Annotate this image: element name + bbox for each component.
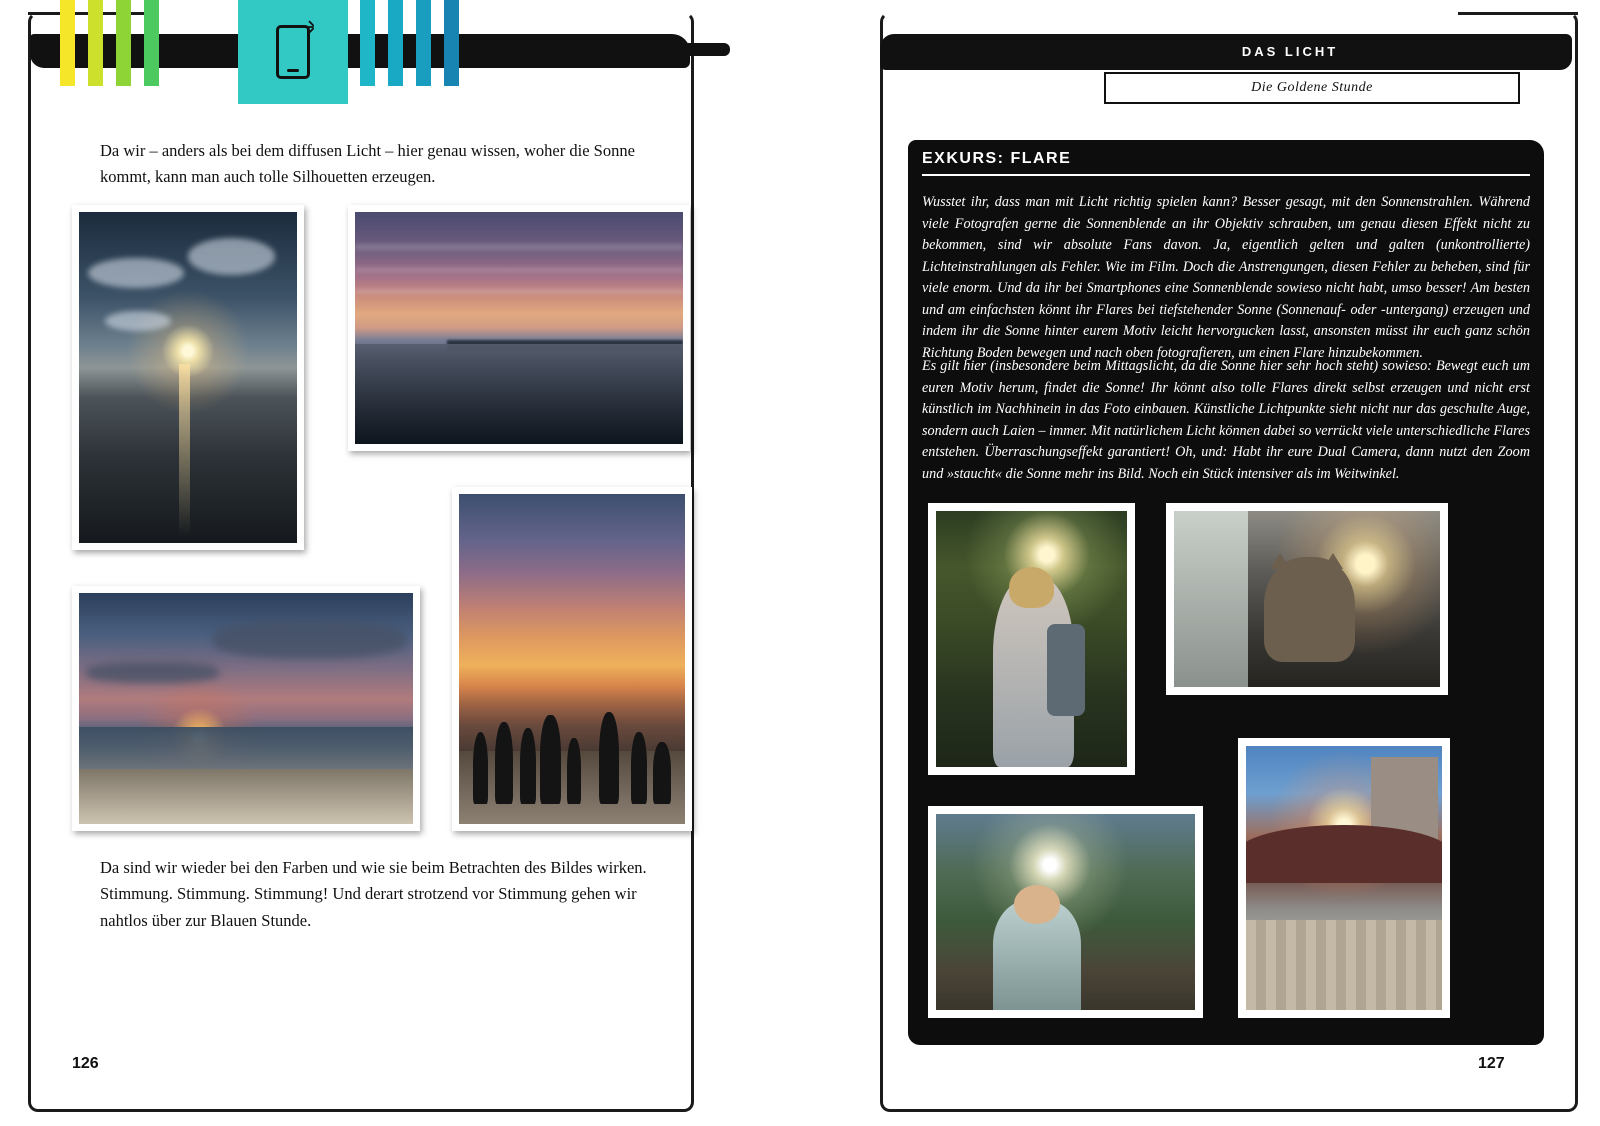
page-number-left: 126 xyxy=(72,1055,99,1072)
closing-paragraph: Da sind wir wieder bei den Farben und wie sie beim Betrachten des Bildes wirken. Stimmung. Stimmung. Stimmung! Und derart strotzend vor Stimmung gehen wir nahtlos über zur Blauen Stunde. xyxy=(100,858,647,930)
photo-cat-windowsill xyxy=(1166,503,1448,695)
photo-terrace-roof-flare xyxy=(1238,738,1450,1018)
photo-colourful-cloud-sunset-image xyxy=(355,212,683,444)
exkurs-title: EXKURS: FLARE xyxy=(922,150,1072,167)
section-title: Die Goldene Stunde xyxy=(1251,80,1373,95)
photo-woman-with-camera-forest xyxy=(928,503,1135,775)
photo-cat-windowsill-image xyxy=(1174,511,1440,687)
photo-crowd-silhouettes-image xyxy=(459,494,685,824)
photo-woman-with-camera-forest-image xyxy=(936,511,1127,767)
lead-paragraph: Da wir – anders als bei dem diffusen Licht – hier genau wissen, woher die Sonne kommt, kann man auch tolle Silhouetten erzeugen. xyxy=(100,141,635,186)
spray-burst-icon xyxy=(305,18,323,36)
stripe-2 xyxy=(88,0,103,86)
stripe-1 xyxy=(60,0,75,86)
chapter-title: DAS LICHT xyxy=(1241,44,1339,59)
photo-woman-portrait-flare-image xyxy=(936,814,1195,1010)
photo-sunset-over-mudflat-image xyxy=(79,212,297,543)
app-logo xyxy=(238,0,348,104)
section-title-box xyxy=(1104,72,1520,104)
photo-sunset-over-mudflat xyxy=(72,205,304,550)
stripe-8 xyxy=(444,0,459,86)
photo-terrace-roof-flare-image xyxy=(1246,746,1442,1010)
photo-beach-sunset xyxy=(72,586,420,831)
stripe-6 xyxy=(388,0,403,86)
exkurs-paragraph-1: Wusstet ihr, dass man mit Licht richtig spielen kann? Besser gesagt, mit den Sonnenstrahlen. Während viele Fotografen gerne die Sonnenblende an ihr Objektiv schrauben, um genau diesen Effekt nicht zu bekommen, sind wir absolute Fans davon. Ja, eigentlich gelten und galten (unkontrollierte) Lichteinstrahlungen als Fehler. Wie im Film. Doch die Anstrengungen, diesen Fehler zu beheben, sind für viele enorm. Und da ihr bei Smartphones eine Sonnenblende sowieso nicht habt, umso besser! Am besten und am einfachsten könnt ihr Flares bei tiefstehender Sonne (Sonnenauf- oder -untergang) erzeugen und indem ihr die Sonne hinter eurem Motiv leicht hervorgucken lasst, ansonsten müsst ihr euch ganz schön Richtung Boden bewegen und nach oben fotografieren, um einen Flare hinzubekommen. xyxy=(922,194,1530,362)
exkurs-paragraph-2: Es gilt hier (insbesondere beim Mittagslicht, da die Sonne hier sehr hoch steht) sowieso: Bewegt euch um euren Motiv herum, findet die Sonne! Ihr könnt also tolle Flares direkt selbst erzeugen und nicht erst künstlich im Nachhinein in das Foto einbauen. Künstliche Lichtpunkte sieht nicht nur das geschulte Auge, sondern auch Laien – immer. Mit natürlichem Licht können dabei so verrückt viele unterschiedliche Flares entstehen. Überraschungseffekt garantiert! Oh, und: Habt ihr eure Dual Camera, dann nutzt den Zoom und »staucht« die Sonne mehr ins Bild. Noch ein Stück intensiver als im Weitwinkel. xyxy=(922,358,1530,482)
photo-colourful-cloud-sunset xyxy=(348,205,690,451)
photo-beach-sunset-image xyxy=(79,593,413,824)
color-stripes-right xyxy=(360,0,472,104)
photo-woman-portrait-flare xyxy=(928,806,1203,1018)
stripe-5 xyxy=(360,0,375,86)
smartphone-spray-can-icon xyxy=(276,25,310,79)
exkurs-title-rule xyxy=(922,174,1530,176)
color-stripes xyxy=(60,0,172,104)
page-number-right: 127 xyxy=(1478,1055,1505,1072)
photo-crowd-silhouettes xyxy=(452,487,692,831)
stripe-3 xyxy=(116,0,131,86)
stripe-7 xyxy=(416,0,431,86)
stripe-4 xyxy=(144,0,159,86)
